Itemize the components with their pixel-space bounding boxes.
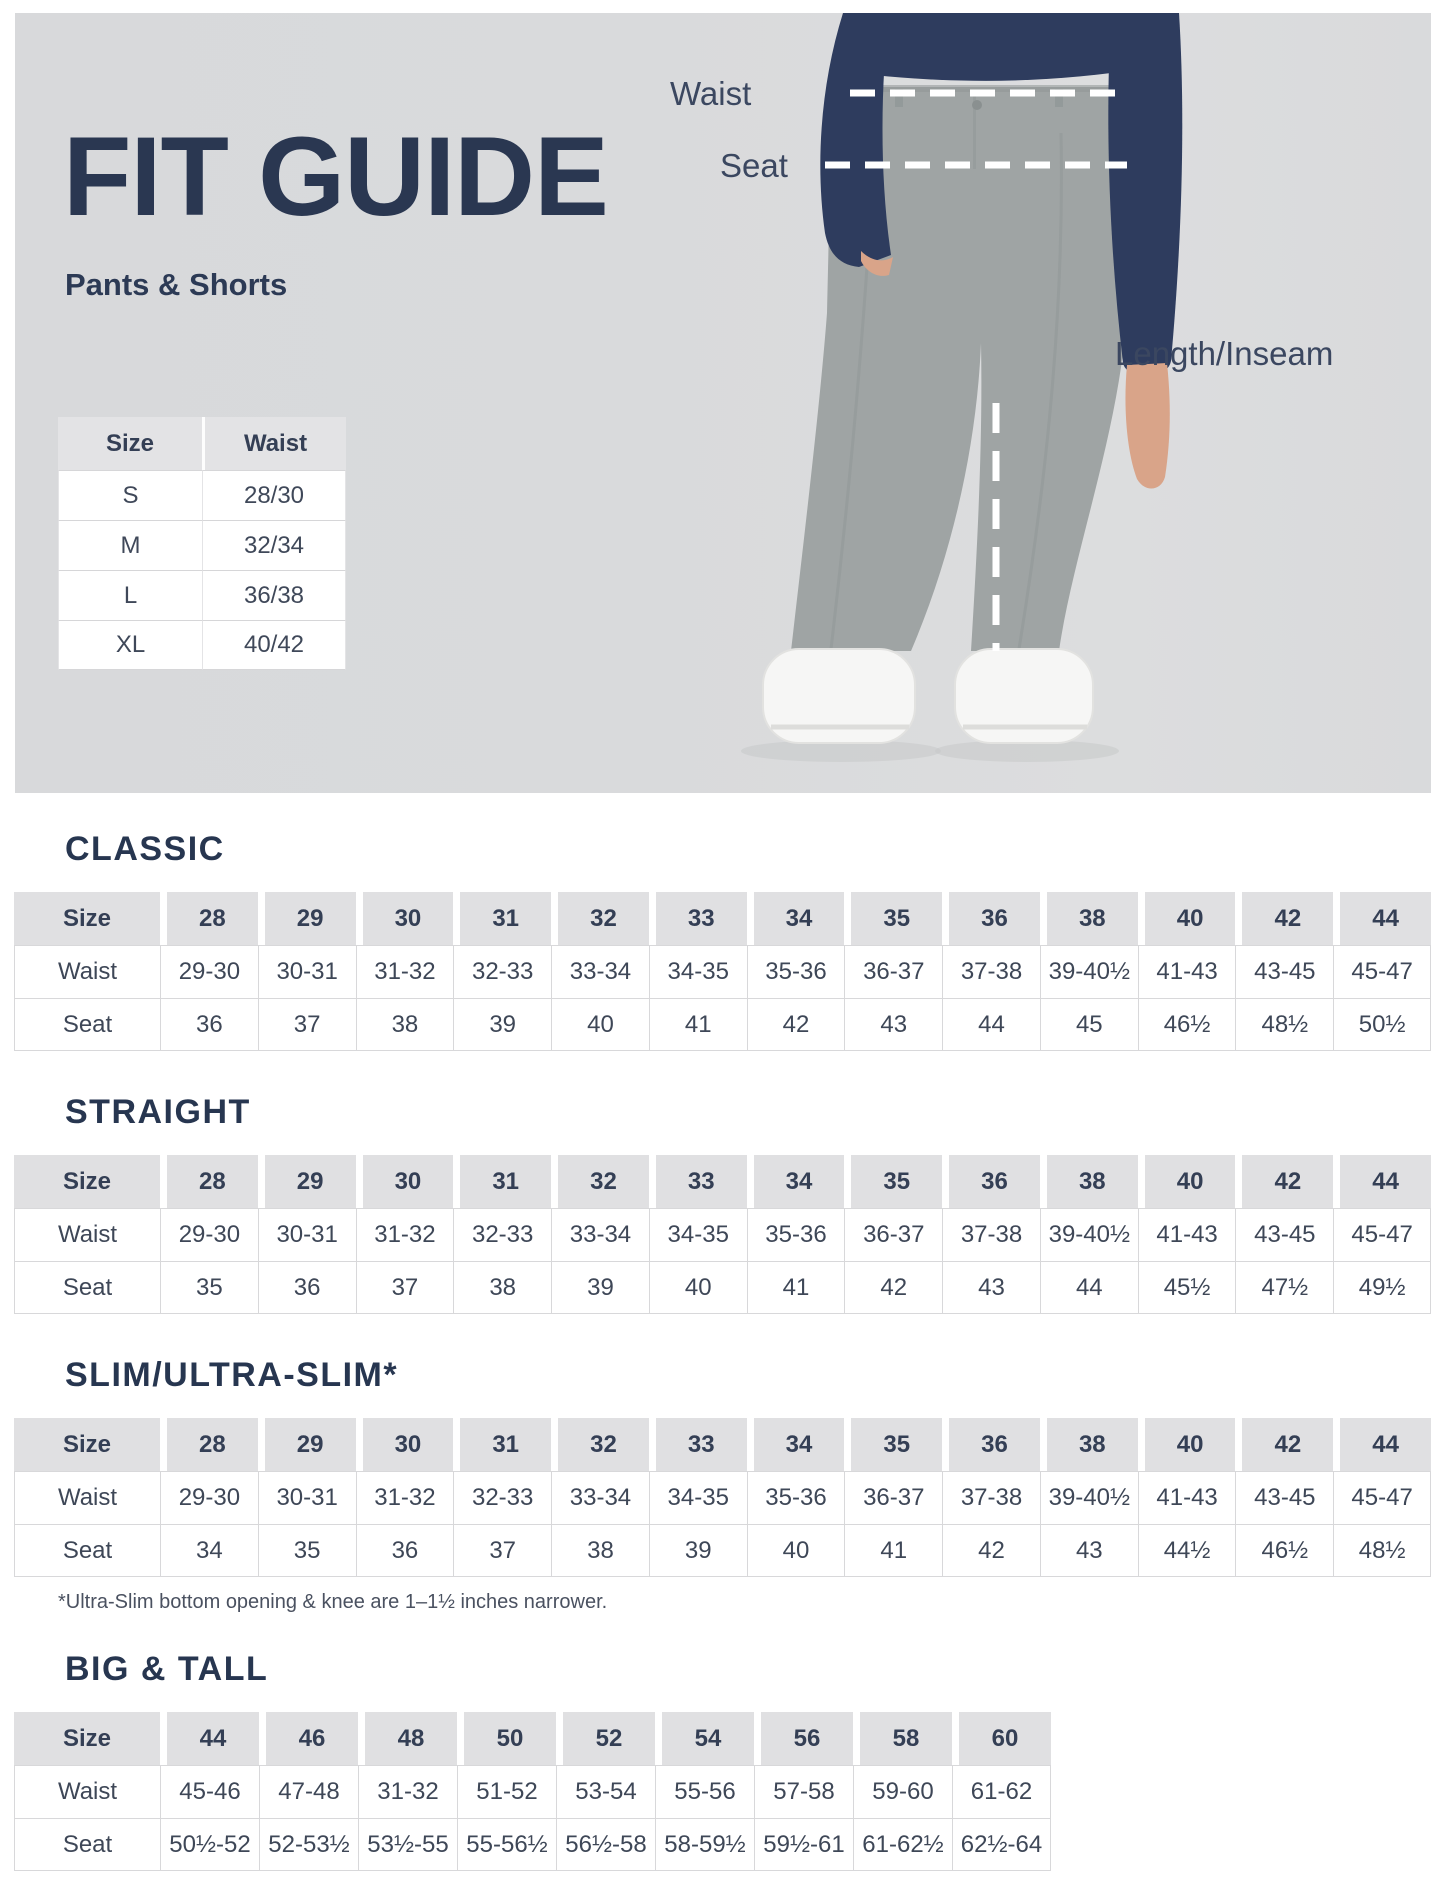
header-cell: 32 [551, 892, 649, 945]
value-cell: 33-34 [551, 1208, 649, 1261]
value-cell: 37 [258, 998, 356, 1051]
waist-label: Waist [670, 75, 752, 112]
row-label-cell: Seat [14, 1818, 160, 1871]
row-label-cell: M [58, 520, 202, 570]
header-cell: 35 [844, 892, 942, 945]
value-cell: 45½ [1138, 1261, 1236, 1314]
table-row [58, 570, 346, 620]
header-cell: 29 [258, 892, 356, 945]
header-cell: 30 [356, 1418, 454, 1471]
value-cell: 42 [844, 1261, 942, 1314]
header-cell: 31 [453, 1418, 551, 1471]
seat-label: Seat [720, 147, 788, 184]
table-row [58, 470, 346, 520]
row-label-cell: Seat [14, 1261, 160, 1314]
section-title-big-tall: BIG & TALL [65, 1650, 269, 1688]
right-hand [1125, 363, 1169, 489]
header-cell: 42 [1235, 1418, 1333, 1471]
header-cell: 50 [457, 1712, 556, 1765]
value-cell: 39 [551, 1261, 649, 1314]
value-cell: 33-34 [551, 1471, 649, 1524]
value-cell: 34-35 [649, 1208, 747, 1261]
table-row [14, 1471, 1431, 1524]
sweater-right-sleeve [1108, 13, 1182, 376]
value-cell: 39-40½ [1040, 945, 1138, 998]
value-cell: 46½ [1235, 1524, 1333, 1577]
header-cell: 32 [551, 1155, 649, 1208]
value-cell: 37 [453, 1524, 551, 1577]
value-cell: 30-31 [258, 945, 356, 998]
header-cell: 30 [356, 1155, 454, 1208]
value-cell: 41 [649, 998, 747, 1051]
value-cell: 37 [356, 1261, 454, 1314]
header-cell: 34 [747, 1418, 845, 1471]
value-cell: 43-45 [1235, 945, 1333, 998]
value-cell: 31-32 [358, 1765, 457, 1818]
header-cell: 34 [747, 1155, 845, 1208]
row-label-cell: Seat [14, 998, 160, 1051]
row-label-cell: Waist [14, 1765, 160, 1818]
value-cell: 55-56 [655, 1765, 754, 1818]
value-cell: 36 [160, 998, 258, 1051]
header-cell: 34 [747, 892, 845, 945]
classic-size-table [14, 892, 1431, 1051]
header-cell: 36 [942, 892, 1040, 945]
value-cell: 44 [942, 998, 1040, 1051]
value-cell: 36 [258, 1261, 356, 1314]
value-cell: 40/42 [202, 620, 346, 670]
value-cell: 39 [649, 1524, 747, 1577]
table-row [58, 520, 346, 570]
table-row [14, 998, 1431, 1051]
header-cell: Waist [202, 417, 346, 470]
value-cell: 41 [747, 1261, 845, 1314]
value-cell: 29-30 [160, 945, 258, 998]
value-cell: 47½ [1235, 1261, 1333, 1314]
value-cell: 36/38 [202, 570, 346, 620]
value-cell: 45-47 [1333, 1471, 1431, 1524]
header-cell: 38 [1040, 1155, 1138, 1208]
value-cell: 44½ [1138, 1524, 1236, 1577]
ultra-slim-footnote: *Ultra-Slim bottom opening & knee are 1–1½ inches narrower. [58, 1591, 608, 1613]
header-cell: 60 [952, 1712, 1051, 1765]
value-cell: 31-32 [356, 1208, 454, 1261]
header-cell: 28 [160, 1155, 258, 1208]
value-cell: 30-31 [258, 1471, 356, 1524]
header-cell: 29 [258, 1155, 356, 1208]
header-cell: 44 [1333, 1418, 1431, 1471]
slim-size-table [14, 1418, 1431, 1577]
value-cell: 36 [356, 1524, 454, 1577]
value-cell: 43-45 [1235, 1208, 1333, 1261]
value-cell: 59½-61 [754, 1818, 853, 1871]
table-row [14, 945, 1431, 998]
header-cell: Size [14, 1155, 160, 1208]
value-cell: 34-35 [649, 945, 747, 998]
header-cell: Size [14, 1418, 160, 1471]
value-cell: 50½ [1333, 998, 1431, 1051]
value-cell: 32-33 [453, 945, 551, 998]
value-cell: 41-43 [1138, 945, 1236, 998]
row-label-cell: XL [58, 620, 202, 670]
value-cell: 51-52 [457, 1765, 556, 1818]
header-cell: 35 [844, 1155, 942, 1208]
value-cell: 61-62½ [853, 1818, 952, 1871]
value-cell: 53-54 [556, 1765, 655, 1818]
table-header-row [14, 1418, 1431, 1471]
value-cell: 56½-58 [556, 1818, 655, 1871]
length-inseam-label: Length/Inseam [1115, 335, 1334, 372]
header-cell: 44 [160, 1712, 259, 1765]
header-cell: 40 [1138, 892, 1236, 945]
header-cell: 54 [655, 1712, 754, 1765]
row-label-cell: L [58, 570, 202, 620]
value-cell: 48½ [1235, 998, 1333, 1051]
row-label-cell: Waist [14, 1471, 160, 1524]
value-cell: 45-47 [1333, 1208, 1431, 1261]
header-cell: 32 [551, 1418, 649, 1471]
header-cell: 38 [1040, 892, 1138, 945]
table-row [14, 1818, 1051, 1871]
value-cell: 29-30 [160, 1208, 258, 1261]
header-cell: 33 [649, 1155, 747, 1208]
value-cell: 36-37 [844, 1471, 942, 1524]
value-cell: 61-62 [952, 1765, 1051, 1818]
value-cell: 31-32 [356, 945, 454, 998]
row-label-cell: Waist [14, 945, 160, 998]
header-cell: 31 [453, 892, 551, 945]
row-label-cell: Seat [14, 1524, 160, 1577]
value-cell: 36-37 [844, 945, 942, 998]
header-cell: 44 [1333, 1155, 1431, 1208]
value-cell: 48½ [1333, 1524, 1431, 1577]
value-cell: 30-31 [258, 1208, 356, 1261]
header-cell: Size [14, 1712, 160, 1765]
value-cell: 53½-55 [358, 1818, 457, 1871]
value-cell: 38 [453, 1261, 551, 1314]
hero-banner [15, 13, 1431, 793]
header-cell: Size [58, 417, 202, 470]
value-cell: 58-59½ [655, 1818, 754, 1871]
value-cell: 49½ [1333, 1261, 1431, 1314]
value-cell: 45-46 [160, 1765, 259, 1818]
header-cell: 36 [942, 1418, 1040, 1471]
value-cell: 39 [453, 998, 551, 1051]
table-row [58, 620, 346, 670]
value-cell: 32/34 [202, 520, 346, 570]
value-cell: 42 [942, 1524, 1040, 1577]
value-cell: 33-34 [551, 945, 649, 998]
value-cell: 55-56½ [457, 1818, 556, 1871]
table-row [14, 1261, 1431, 1314]
value-cell: 35-36 [747, 1471, 845, 1524]
straight-size-table [14, 1155, 1431, 1314]
value-cell: 36-37 [844, 1208, 942, 1261]
value-cell: 47-48 [259, 1765, 358, 1818]
value-cell: 41 [844, 1524, 942, 1577]
header-cell: 36 [942, 1155, 1040, 1208]
header-cell: 42 [1235, 892, 1333, 945]
table-header-row [14, 892, 1431, 945]
value-cell: 40 [551, 998, 649, 1051]
header-cell: 48 [358, 1712, 457, 1765]
value-cell: 62½-64 [952, 1818, 1051, 1871]
value-cell: 35 [160, 1261, 258, 1314]
header-cell: 46 [259, 1712, 358, 1765]
page-subtitle: Pants & Shorts [65, 267, 288, 302]
value-cell: 35-36 [747, 945, 845, 998]
value-cell: 38 [356, 998, 454, 1051]
header-cell: 38 [1040, 1418, 1138, 1471]
header-cell: 40 [1138, 1155, 1236, 1208]
alpha-size-table [58, 417, 346, 670]
value-cell: 50½-52 [160, 1818, 259, 1871]
value-cell: 38 [551, 1524, 649, 1577]
value-cell: 32-33 [453, 1471, 551, 1524]
value-cell: 45 [1040, 998, 1138, 1051]
value-cell: 43-45 [1235, 1471, 1333, 1524]
value-cell: 43 [844, 998, 942, 1051]
value-cell: 43 [942, 1261, 1040, 1314]
pants-button [972, 100, 982, 110]
header-cell: 42 [1235, 1155, 1333, 1208]
header-cell: 28 [160, 892, 258, 945]
value-cell: 35 [258, 1524, 356, 1577]
header-cell: 56 [754, 1712, 853, 1765]
section-title-straight: STRAIGHT [65, 1093, 251, 1131]
value-cell: 37-38 [942, 1208, 1040, 1261]
value-cell: 35-36 [747, 1208, 845, 1261]
value-cell: 37-38 [942, 945, 1040, 998]
value-cell: 31-32 [356, 1471, 454, 1524]
header-cell: 58 [853, 1712, 952, 1765]
value-cell: 41-43 [1138, 1471, 1236, 1524]
value-cell: 28/30 [202, 470, 346, 520]
section-title-classic: CLASSIC [65, 830, 225, 868]
value-cell: 45-47 [1333, 945, 1431, 998]
value-cell: 32-33 [453, 1208, 551, 1261]
row-label-cell: S [58, 470, 202, 520]
table-header-row [14, 1712, 1051, 1765]
header-cell: 31 [453, 1155, 551, 1208]
header-cell: 52 [556, 1712, 655, 1765]
value-cell: 52-53½ [259, 1818, 358, 1871]
sweater-left-sleeve [820, 13, 891, 267]
value-cell: 37-38 [942, 1471, 1040, 1524]
header-cell: 35 [844, 1418, 942, 1471]
value-cell: 40 [649, 1261, 747, 1314]
header-cell: 28 [160, 1418, 258, 1471]
header-cell: 44 [1333, 892, 1431, 945]
header-cell: Size [14, 892, 160, 945]
table-row [14, 1765, 1051, 1818]
table-header-row [14, 1155, 1431, 1208]
section-title-slim: SLIM/ULTRA-SLIM* [65, 1356, 399, 1394]
value-cell: 46½ [1138, 998, 1236, 1051]
table-header-row [58, 417, 346, 470]
big-tall-size-table [14, 1712, 1051, 1871]
table-row [14, 1208, 1431, 1261]
value-cell: 39-40½ [1040, 1208, 1138, 1261]
value-cell: 34 [160, 1524, 258, 1577]
value-cell: 40 [747, 1524, 845, 1577]
header-cell: 33 [649, 892, 747, 945]
value-cell: 42 [747, 998, 845, 1051]
page-title: FIT GUIDE [63, 114, 608, 239]
header-cell: 33 [649, 1418, 747, 1471]
table-row [14, 1524, 1431, 1577]
value-cell: 59-60 [853, 1765, 952, 1818]
value-cell: 29-30 [160, 1471, 258, 1524]
value-cell: 43 [1040, 1524, 1138, 1577]
value-cell: 34-35 [649, 1471, 747, 1524]
value-cell: 44 [1040, 1261, 1138, 1314]
row-label-cell: Waist [14, 1208, 160, 1261]
header-cell: 29 [258, 1418, 356, 1471]
value-cell: 39-40½ [1040, 1471, 1138, 1524]
header-cell: 30 [356, 892, 454, 945]
header-cell: 40 [1138, 1418, 1236, 1471]
value-cell: 57-58 [754, 1765, 853, 1818]
value-cell: 41-43 [1138, 1208, 1236, 1261]
